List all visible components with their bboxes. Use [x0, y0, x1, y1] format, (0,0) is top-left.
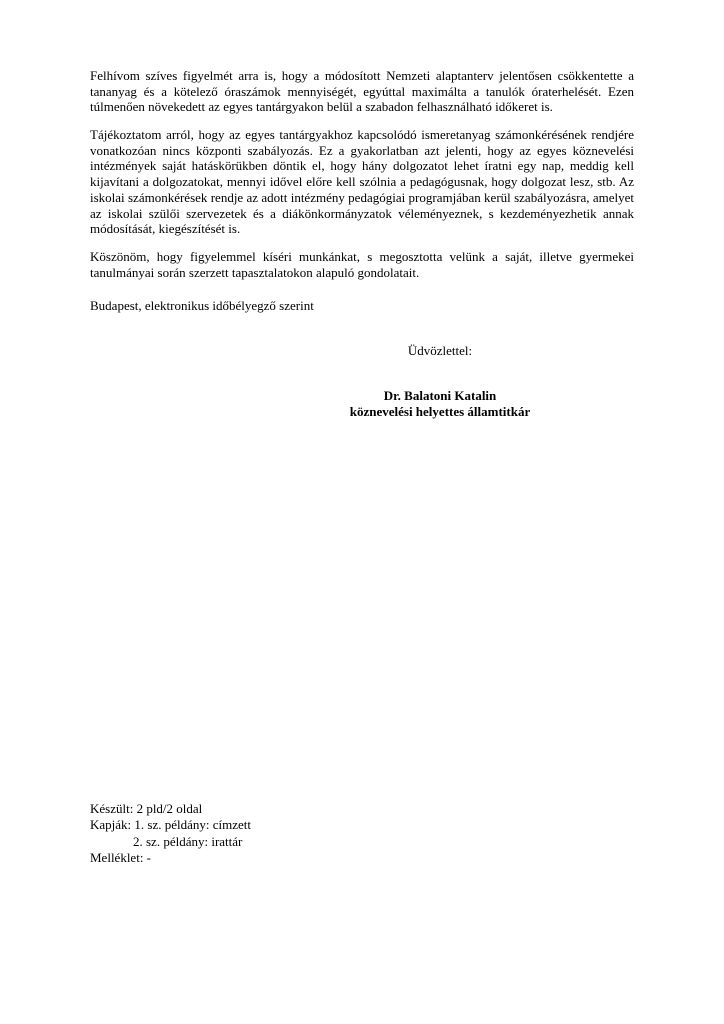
body-paragraph-1: Felhívom szíves figyelmét arra is, hogy a módosított Nemzeti alaptanterv jelentősen csökkentette a tananyag és a kötelező óraszámok mennyiségét, egyúttal maximálta a tanulók óraterhelését. Ezen túlmenően növekedett az egyes tantárgyakon belül a szabadon felhasználható időkeret is. [90, 68, 634, 115]
signer-title: köznevelési helyettes államtitkár [349, 404, 531, 419]
document-admin-footer [90, 801, 634, 866]
signer-name: Dr. Balatoni Katalin [383, 388, 497, 403]
body-paragraph-2: Tájékoztatom arról, hogy az egyes tantárgyakhoz kapcsolódó ismeretanyag számonkérésének rendjére vonatkozóan nincs központi szabályozás. Ez a gyakorlatban azt jelenti, hogy az egyes köznevelési intézmények saját hatáskörükben döntik el, hogy hány dolgozatot lehet íratni egy nap, meddig kell kijavítani a dolgozatokat, mennyi idővel előre kell szólnia a pedagógusnak, hogy dolgozat lesz, stb. Az iskolai számonkérések rendje az adott intézmény pedagógiai programjában kerül szabályozásra, amelyet az iskolai szülői szervezetek és a diákönkormányzatok véleményeznek, s kezdeményezhetik annak módosítását, kiegészítését is. [90, 127, 634, 237]
footer-recipients-line-2: 2. sz. példány: irattár [133, 833, 243, 849]
closing-salutation: Üdvözlettel: [407, 343, 473, 358]
footer-recipients-line-1: Kapják: 1. sz. példány: címzett [90, 817, 252, 833]
footer-attachment-line: Melléklet: - [90, 849, 152, 865]
body-paragraph-3: Köszönöm, hogy figyelemmel kíséri munkánkat, s megosztotta velünk a saját, illetve gyermekei tanulmányai során szerzett tapasztalatokon alapuló gondolatait. [90, 249, 634, 280]
footer-copies-line: Készült: 2 pld/2 oldal [90, 801, 203, 816]
date-line: Budapest, elektronikus időbélyegző szerint [90, 298, 314, 313]
signature-block [246, 388, 634, 420]
